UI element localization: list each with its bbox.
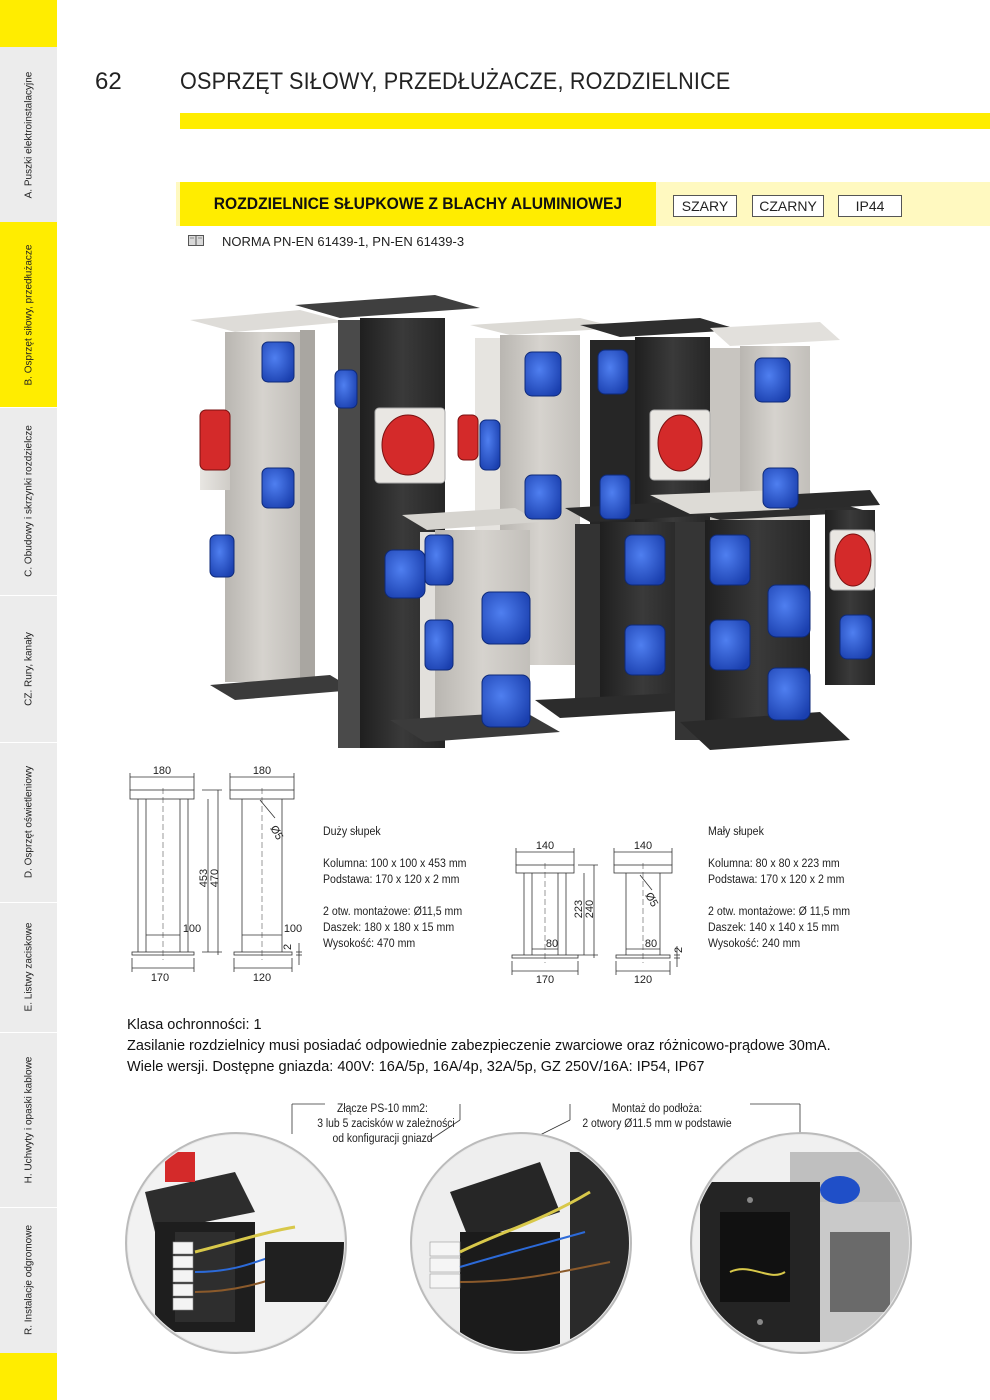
large-top-width-side: 180 — [252, 765, 272, 777]
section-title-box — [180, 182, 656, 226]
large-top-width-front: 180 — [152, 765, 172, 777]
large-column-front: 100 — [182, 923, 202, 935]
page-number: 62 — [95, 68, 122, 95]
sidebar-item-rury[interactable] — [0, 595, 57, 743]
sidebar-item-label: E. Listwy zaciskowe — [23, 922, 34, 1012]
norma-text: NORMA PN-EN 61439-1, PN-EN 61439-3 — [222, 234, 465, 249]
large-hole: Ø5 — [267, 823, 286, 843]
section-title: ROZDZIELNICE SŁUPKOWE Z BLACHY ALUMINIOWEJ — [213, 194, 623, 213]
spec-large-title: Duży słupek — [323, 826, 381, 838]
spec-large-line: 2 otw. montażowe: Ø11,5 mm — [323, 906, 463, 918]
caption-mount-line: Montaż do podłoża: — [611, 1103, 703, 1115]
spec-large-line: Kolumna: 100 x 100 x 453 mm — [323, 858, 467, 870]
small-base-front: 170 — [535, 974, 555, 985]
small-top-width-front: 140 — [535, 840, 555, 852]
header-bar — [180, 113, 990, 129]
sidebar-item-label: C. Obudowy i skrzynki rozdzielcze — [23, 425, 34, 577]
large-column-side: 100 — [283, 923, 303, 935]
sidebar-item-label: B. Osprzęt siłowy, przedłużacze — [23, 244, 34, 385]
sidebar-item-label: CZ. Rury, kanały — [23, 631, 34, 706]
spec-small-title: Mały słupek — [708, 826, 764, 838]
tag-ip44: IP44 — [838, 195, 902, 217]
small-plate: 2 — [673, 946, 685, 953]
large-base-side: 120 — [252, 972, 272, 984]
spec-large-line: Wysokość: 470 mm — [323, 938, 416, 950]
small-height-inner: 223 — [573, 899, 585, 919]
spec-small-line: Wysokość: 240 mm — [708, 938, 801, 950]
sidebar-top-accent — [0, 0, 57, 47]
page-title: OSPRZĘT SIŁOWY, PRZEDŁUŻACZE, ROZDZIELNICE — [180, 68, 731, 95]
spec-small-line: Daszek: 140 x 140 x 15 mm — [708, 922, 840, 934]
photo-connector-detail — [410, 1132, 632, 1354]
tag-szary: SZARY — [673, 195, 737, 217]
sidebar-item-label: H. Uchwyty i opaski kablowe — [23, 1056, 34, 1183]
sidebar-item-label: A. Puszki elektroinstalacyjne — [23, 71, 34, 198]
info-versions: Wiele wersji. Dostępne gniazda: 400V: 16A/5p, 16A/4p, 32A/5p, GZ 250V/16A: IP54, IP67 — [127, 1059, 705, 1075]
caption-connector-line: Złącze PS-10 mm2: — [337, 1103, 428, 1115]
sidebar-item-osprzet-silowy[interactable] — [0, 222, 57, 408]
sidebar-item-osprzet-oswietleniowy[interactable] — [0, 742, 57, 903]
small-height-total: 240 — [584, 899, 596, 919]
drawing-large-post — [110, 760, 310, 985]
sidebar-item-listwy[interactable] — [0, 902, 57, 1033]
spec-large-line: Daszek: 180 x 180 x 15 mm — [323, 922, 455, 934]
large-plate: 2 — [282, 943, 294, 950]
sidebar-item-uchwyty[interactable] — [0, 1032, 57, 1208]
sidebar — [0, 0, 57, 1400]
tag-czarny: CZARNY — [752, 195, 824, 217]
photo-terminal-block — [125, 1132, 347, 1354]
caption-mount-line: 2 otwory Ø11.5 mm w podstawie — [582, 1118, 732, 1130]
sidebar-item-label: R. Instalacje odgromowe — [23, 1224, 34, 1336]
caption-connector-line: od konfiguracji gniazd — [332, 1133, 433, 1145]
spec-small-line: Podstawa: 170 x 120 x 2 mm — [708, 874, 845, 886]
photo-mounting-base — [690, 1132, 912, 1354]
drawing-small-post — [500, 835, 700, 985]
info-supply: Zasilanie rozdzielnicy musi posiadać odpowiednie zabezpieczenie zwarciowe oraz różnicowo-prądowe 30mA. — [127, 1038, 831, 1054]
small-hole: Ø5 — [642, 890, 661, 910]
sidebar-item-odgromowe[interactable] — [0, 1207, 57, 1354]
small-column-front: 80 — [545, 938, 559, 950]
sidebar-item-puszki[interactable] — [0, 47, 57, 223]
sidebar-item-obudowy[interactable] — [0, 407, 57, 596]
small-column-side: 80 — [644, 938, 658, 950]
small-base-side: 120 — [633, 974, 653, 985]
sidebar-item-label: D. Osprzęt oświetleniowy — [23, 765, 34, 879]
spec-small-line: 2 otw. montażowe: Ø 11,5 mm — [708, 906, 851, 918]
info-protection-class: Klasa ochronności: 1 — [127, 1017, 262, 1033]
spec-small — [708, 824, 850, 952]
large-height-inner: 453 — [198, 868, 210, 888]
spec-small-line: Kolumna: 80 x 80 x 223 mm — [708, 858, 840, 870]
product-photo — [180, 280, 990, 760]
caption-connector-line: 3 lub 5 zacisków w zależności — [317, 1118, 455, 1130]
large-base-front: 170 — [150, 972, 170, 984]
sidebar-bottom-accent — [0, 1353, 57, 1400]
spec-large-line: Podstawa: 170 x 120 x 2 mm — [323, 874, 460, 886]
spec-large — [323, 824, 467, 952]
small-top-width-side: 140 — [633, 840, 653, 852]
book-icon — [188, 235, 204, 246]
large-height-total: 470 — [209, 868, 221, 888]
